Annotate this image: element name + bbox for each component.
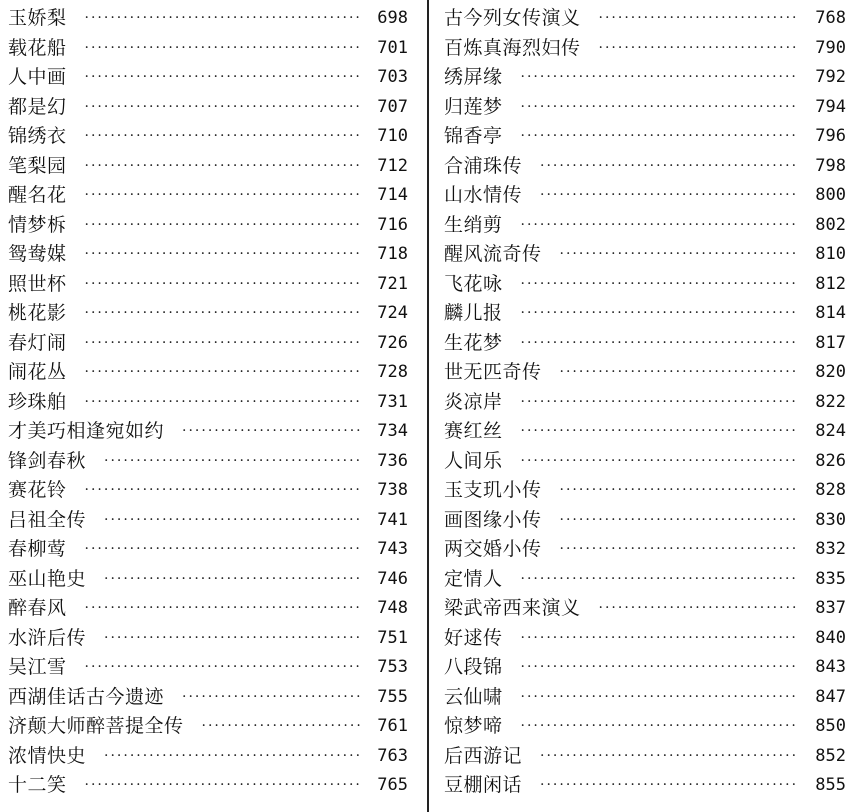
entry-title: 人中画 bbox=[8, 66, 67, 88]
entry-page-number: 826 bbox=[815, 450, 846, 471]
toc-entry bbox=[8, 565, 408, 595]
dot-leader bbox=[104, 742, 360, 772]
dot-leader bbox=[560, 535, 798, 565]
entry-page-number: 712 bbox=[377, 155, 408, 176]
dot-leader bbox=[521, 417, 798, 447]
toc-entry bbox=[8, 388, 408, 418]
toc-entry bbox=[444, 535, 846, 565]
entry-page-number: 792 bbox=[815, 67, 846, 87]
dot-leader bbox=[599, 4, 798, 34]
entry-title: 醉春风 bbox=[8, 597, 67, 619]
entry-page-number: 810 bbox=[815, 244, 846, 264]
entry-title: 笔梨园 bbox=[8, 154, 67, 177]
entry-title: 十二笑 bbox=[8, 774, 67, 796]
entry-title: 后西游记 bbox=[444, 744, 523, 767]
dot-leader bbox=[521, 565, 798, 595]
dot-leader bbox=[104, 624, 360, 654]
toc-entry bbox=[444, 417, 846, 447]
entry-page-number: 796 bbox=[815, 126, 846, 146]
entry-page-number: 751 bbox=[377, 627, 408, 648]
entry-title: 醒名花 bbox=[8, 184, 67, 206]
toc-entry bbox=[444, 653, 846, 683]
dot-leader bbox=[521, 211, 798, 241]
entry-page-number: 731 bbox=[377, 391, 408, 412]
entry-title: 春柳莺 bbox=[8, 538, 67, 560]
entry-page-number: 828 bbox=[815, 480, 846, 500]
dot-leader bbox=[85, 4, 360, 34]
entry-page-number: 768 bbox=[815, 8, 846, 28]
dot-leader bbox=[202, 712, 360, 742]
entry-page-number: 852 bbox=[815, 745, 846, 766]
toc-entry bbox=[444, 358, 846, 388]
dot-leader bbox=[85, 329, 360, 359]
entry-page-number: 710 bbox=[377, 126, 408, 146]
dot-leader bbox=[521, 63, 798, 93]
entry-title: 锋剑春秋 bbox=[8, 449, 87, 472]
dot-leader bbox=[85, 152, 360, 182]
entry-title: 云仙啸 bbox=[444, 685, 503, 708]
dot-leader bbox=[85, 653, 360, 683]
entry-page-number: 847 bbox=[815, 686, 846, 707]
dot-leader bbox=[599, 34, 798, 64]
dot-leader bbox=[521, 653, 798, 683]
dot-leader bbox=[560, 476, 798, 506]
entry-page-number: 718 bbox=[377, 244, 408, 264]
dot-leader bbox=[85, 181, 360, 211]
toc-entry bbox=[8, 270, 408, 300]
entry-title: 画图缘小传 bbox=[444, 508, 542, 531]
toc-entry bbox=[8, 240, 408, 270]
dot-leader bbox=[540, 152, 798, 182]
dot-leader bbox=[85, 476, 360, 506]
entry-page-number: 714 bbox=[377, 185, 408, 205]
entry-title: 载花船 bbox=[8, 36, 67, 59]
dot-leader bbox=[85, 122, 360, 152]
entry-title: 锦绣衣 bbox=[8, 125, 67, 147]
entry-page-number: 794 bbox=[815, 96, 846, 117]
dot-leader bbox=[85, 388, 360, 418]
toc-entry bbox=[8, 447, 408, 477]
entry-title: 吴江雪 bbox=[8, 656, 67, 678]
dot-leader bbox=[85, 771, 360, 801]
entry-title: 赛红丝 bbox=[444, 420, 503, 442]
toc-entry bbox=[444, 240, 846, 270]
dot-leader bbox=[521, 388, 798, 418]
entry-page-number: 822 bbox=[815, 391, 846, 412]
entry-page-number: 840 bbox=[815, 627, 846, 648]
toc-entry bbox=[8, 93, 408, 123]
entry-page-number: 855 bbox=[815, 775, 846, 795]
toc-entry bbox=[8, 771, 408, 801]
entry-title: 赛花铃 bbox=[8, 479, 67, 501]
toc-entry bbox=[8, 152, 408, 182]
toc-entry bbox=[8, 742, 408, 772]
toc-entry bbox=[8, 653, 408, 683]
entry-page-number: 832 bbox=[815, 539, 846, 559]
dot-leader bbox=[104, 447, 360, 477]
dot-leader bbox=[182, 683, 360, 713]
entry-title: 归莲梦 bbox=[444, 95, 503, 118]
toc-entry bbox=[444, 683, 846, 713]
toc-entry bbox=[444, 299, 846, 329]
dot-leader bbox=[521, 329, 798, 359]
toc-entry bbox=[8, 624, 408, 654]
entry-page-number: 724 bbox=[377, 303, 408, 323]
entry-title: 人间乐 bbox=[444, 449, 503, 472]
entry-title: 济颠大师醉菩提全传 bbox=[8, 715, 184, 737]
entry-title: 古今列女传演义 bbox=[444, 7, 581, 29]
toc-entry bbox=[444, 388, 846, 418]
entry-title: 桃花影 bbox=[8, 302, 67, 324]
entry-title: 生花梦 bbox=[444, 331, 503, 354]
entry-page-number: 835 bbox=[815, 568, 846, 589]
entry-title: 浓情快史 bbox=[8, 744, 87, 767]
entry-page-number: 748 bbox=[377, 598, 408, 618]
entry-title: 山水情传 bbox=[444, 184, 523, 206]
column-divider bbox=[427, 0, 429, 812]
toc-entry bbox=[444, 476, 846, 506]
dot-leader bbox=[85, 240, 360, 270]
toc-entry bbox=[444, 624, 846, 654]
entry-title: 百炼真海烈妇传 bbox=[444, 36, 581, 59]
entry-page-number: 765 bbox=[377, 775, 408, 795]
toc-entry bbox=[8, 4, 408, 34]
entry-page-number: 824 bbox=[815, 421, 846, 441]
entry-title: 豆棚闲话 bbox=[444, 774, 523, 796]
entry-title: 照世杯 bbox=[8, 272, 67, 295]
entry-title: 梁武帝西来演义 bbox=[444, 597, 581, 619]
entry-title: 珍珠舶 bbox=[8, 390, 67, 413]
dot-leader bbox=[521, 93, 798, 123]
entry-page-number: 746 bbox=[377, 568, 408, 589]
dot-leader bbox=[560, 240, 798, 270]
entry-title: 绣屏缘 bbox=[444, 66, 503, 88]
entry-title: 玉娇梨 bbox=[8, 7, 67, 29]
entry-title: 炎凉岸 bbox=[444, 390, 503, 413]
dot-leader bbox=[85, 270, 360, 300]
toc-entry bbox=[8, 358, 408, 388]
toc-entry bbox=[444, 270, 846, 300]
entry-page-number: 698 bbox=[377, 8, 408, 28]
toc-entry bbox=[8, 299, 408, 329]
toc-entry bbox=[444, 93, 846, 123]
toc-entry bbox=[444, 506, 846, 536]
entry-title: 世无匹奇传 bbox=[444, 361, 542, 383]
entry-page-number: 721 bbox=[377, 273, 408, 294]
toc-entry bbox=[8, 506, 408, 536]
dot-leader bbox=[599, 594, 798, 624]
entry-title: 好逑传 bbox=[444, 626, 503, 649]
entry-title: 锦香亭 bbox=[444, 125, 503, 147]
entry-page-number: 837 bbox=[815, 598, 846, 618]
entry-page-number: 738 bbox=[377, 480, 408, 500]
entry-title: 八段锦 bbox=[444, 656, 503, 678]
entry-page-number: 820 bbox=[815, 362, 846, 382]
entry-title: 飞花咏 bbox=[444, 272, 503, 295]
dot-leader bbox=[521, 447, 798, 477]
entry-page-number: 843 bbox=[815, 657, 846, 677]
entry-title: 都是幻 bbox=[8, 95, 67, 118]
dot-leader bbox=[85, 34, 360, 64]
toc-right-column bbox=[444, 4, 846, 801]
dot-leader bbox=[104, 506, 360, 536]
dot-leader bbox=[521, 624, 798, 654]
toc-entry bbox=[8, 594, 408, 624]
entry-title: 鸳鸯媒 bbox=[8, 243, 67, 265]
toc-entry bbox=[8, 712, 408, 742]
dot-leader bbox=[85, 358, 360, 388]
entry-page-number: 812 bbox=[815, 273, 846, 294]
entry-title: 西湖佳话古今遗迹 bbox=[8, 685, 165, 708]
entry-page-number: 728 bbox=[377, 362, 408, 382]
toc-entry bbox=[444, 181, 846, 211]
toc-entry bbox=[8, 211, 408, 241]
entry-page-number: 817 bbox=[815, 332, 846, 353]
toc-entry bbox=[444, 742, 846, 772]
toc-entry bbox=[8, 535, 408, 565]
entry-page-number: 703 bbox=[377, 67, 408, 87]
dot-leader bbox=[521, 712, 798, 742]
entry-title: 情梦柝 bbox=[8, 213, 67, 236]
entry-title: 巫山艳史 bbox=[8, 567, 87, 590]
entry-title: 闹花丛 bbox=[8, 361, 67, 383]
toc-entry bbox=[444, 63, 846, 93]
dot-leader bbox=[521, 683, 798, 713]
entry-title: 水浒后传 bbox=[8, 626, 87, 649]
entry-title: 两交婚小传 bbox=[444, 538, 542, 560]
dot-leader bbox=[85, 63, 360, 93]
toc-entry bbox=[444, 447, 846, 477]
entry-title: 才美巧相逢宛如约 bbox=[8, 420, 165, 442]
toc-entry bbox=[444, 565, 846, 595]
dot-leader bbox=[85, 211, 360, 241]
entry-page-number: 701 bbox=[377, 37, 408, 58]
toc-entry bbox=[444, 771, 846, 801]
entry-title: 生绡剪 bbox=[444, 213, 503, 236]
dot-leader bbox=[85, 535, 360, 565]
toc-left-column bbox=[8, 4, 408, 801]
entry-page-number: 716 bbox=[377, 214, 408, 235]
toc-entry bbox=[8, 34, 408, 64]
dot-leader bbox=[560, 358, 798, 388]
entry-title: 春灯闹 bbox=[8, 331, 67, 354]
toc-entry bbox=[8, 181, 408, 211]
toc-entry bbox=[444, 329, 846, 359]
dot-leader bbox=[521, 122, 798, 152]
entry-title: 吕祖全传 bbox=[8, 508, 87, 531]
dot-leader bbox=[540, 742, 798, 772]
toc-entry bbox=[444, 594, 846, 624]
entry-title: 惊梦啼 bbox=[444, 715, 503, 737]
toc-entry bbox=[8, 122, 408, 152]
toc-entry bbox=[444, 4, 846, 34]
entry-page-number: 743 bbox=[377, 539, 408, 559]
toc-entry bbox=[444, 34, 846, 64]
entry-title: 合浦珠传 bbox=[444, 154, 523, 177]
dot-leader bbox=[521, 299, 798, 329]
entry-page-number: 761 bbox=[377, 716, 408, 736]
entry-title: 定情人 bbox=[444, 567, 503, 590]
entry-page-number: 814 bbox=[815, 303, 846, 323]
entry-title: 玉支玑小传 bbox=[444, 479, 542, 501]
entry-page-number: 755 bbox=[377, 686, 408, 707]
dot-leader bbox=[182, 417, 360, 447]
entry-page-number: 798 bbox=[815, 155, 846, 176]
dot-leader bbox=[85, 299, 360, 329]
entry-page-number: 850 bbox=[815, 716, 846, 736]
entry-page-number: 741 bbox=[377, 509, 408, 530]
dot-leader bbox=[104, 565, 360, 595]
entry-page-number: 800 bbox=[815, 185, 846, 205]
toc-entry bbox=[8, 476, 408, 506]
entry-page-number: 707 bbox=[377, 96, 408, 117]
dot-leader bbox=[521, 270, 798, 300]
dot-leader bbox=[540, 771, 798, 801]
entry-page-number: 790 bbox=[815, 37, 846, 58]
entry-page-number: 830 bbox=[815, 509, 846, 530]
entry-page-number: 736 bbox=[377, 450, 408, 471]
toc-entry bbox=[8, 63, 408, 93]
dot-leader bbox=[540, 181, 798, 211]
entry-page-number: 726 bbox=[377, 332, 408, 353]
entry-title: 醒风流奇传 bbox=[444, 243, 542, 265]
dot-leader bbox=[560, 506, 798, 536]
entry-title: 麟儿报 bbox=[444, 302, 503, 324]
entry-page-number: 802 bbox=[815, 214, 846, 235]
dot-leader bbox=[85, 594, 360, 624]
toc-entry bbox=[8, 683, 408, 713]
toc-entry bbox=[444, 152, 846, 182]
dot-leader bbox=[85, 93, 360, 123]
entry-page-number: 763 bbox=[377, 745, 408, 766]
entry-page-number: 734 bbox=[377, 421, 408, 441]
toc-entry bbox=[444, 211, 846, 241]
toc-entry bbox=[444, 712, 846, 742]
toc-entry bbox=[8, 329, 408, 359]
toc-entry bbox=[8, 417, 408, 447]
toc-entry bbox=[444, 122, 846, 152]
entry-page-number: 753 bbox=[377, 657, 408, 677]
